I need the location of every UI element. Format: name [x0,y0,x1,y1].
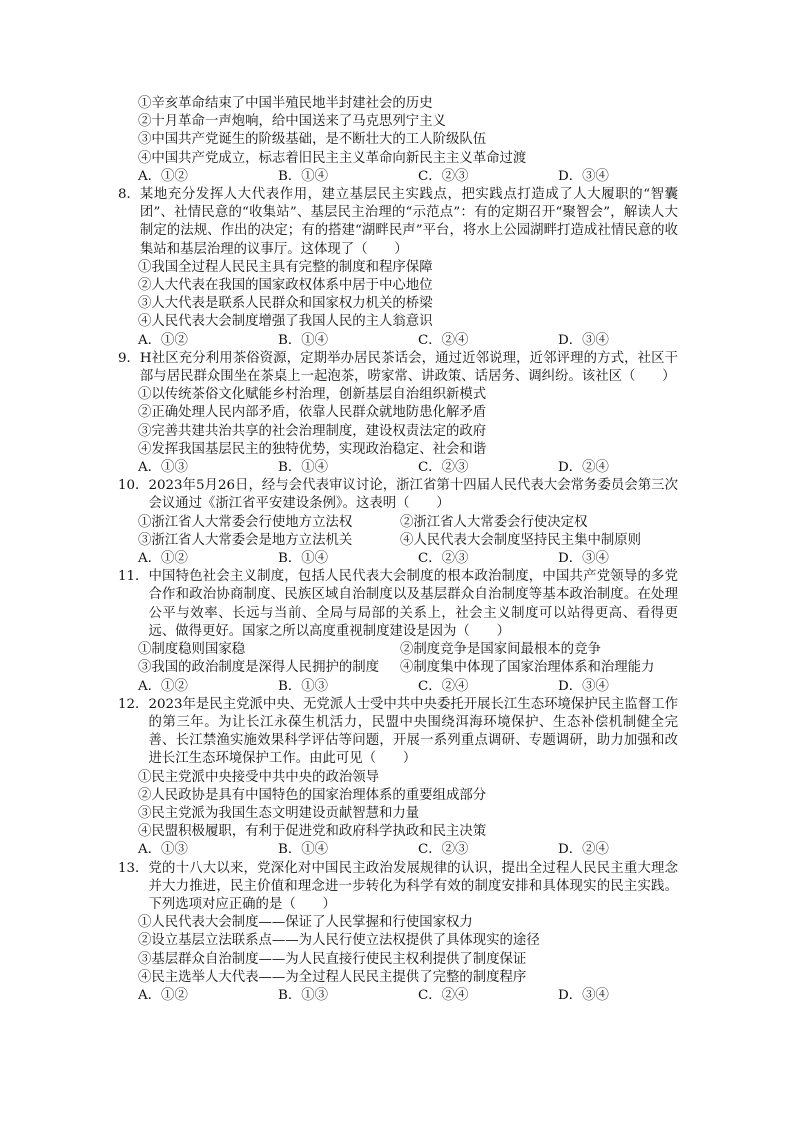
q11-option-3: ③我国的政治制度是深得人民拥护的制度 [138,660,380,676]
q9-option-1: ①以传统茶俗文化赋能乡村治理，创新基层自治组织新模式 [138,387,487,403]
q10-choices [118,550,678,568]
q12-choice-d[interactable]: D．②④ [558,842,609,858]
q11-options-row-2 [118,659,678,677]
q13-number: 13． [118,860,149,876]
q11-option-2: ②制度竞争是国家间最根本的竞争 [400,642,601,658]
q12-stem [118,696,678,769]
q10-options-row-2 [118,532,678,550]
q7-option-2: ②十月革命一声炮响，给中国送来了马克思列宁主义 [138,114,446,130]
q11-option-1: ①制度稳则国家稳 [138,642,246,658]
q8-choice-c[interactable]: C．②④ [418,332,469,348]
q12-number: 12． [118,696,149,712]
question-8 [118,186,678,350]
q10-choice-b[interactable]: B．①④ [278,551,329,567]
q12-option-3: ③民主党派为我国生态文明建设贡献智慧和力量 [138,805,420,821]
q13-option-4: ④民主选举人大代表——为全过程人民民主提供了完整的制度程序 [138,969,527,985]
q12-option-1: ①民主党派中央接受中共中央的政治领导 [138,769,380,785]
q10-choice-c[interactable]: C．②③ [418,551,469,567]
q12-text: 2023年是民主党派中央、无党派人士受中共中央委托开展长江生态环境保护民主监督工作的第三年。为让长江永葆生机活力，民盟中央围绕洱海环境保护、生态补偿机制健全完善、长江禁渔实施效果科学评估等问题，开展一系列重点调研、专题调研，助力加强和改进长江生态环境保护工作。由此可见（ ） [148,696,678,767]
q11-choices [118,678,678,696]
q11-choice-c[interactable]: C．②④ [418,678,469,694]
question-12 [118,696,678,860]
q8-choice-b[interactable]: B．①④ [278,332,329,348]
q7-choice-a[interactable]: A．①② [138,168,188,184]
q10-choice-d[interactable]: D．③④ [558,551,609,567]
q13-choice-c[interactable]: C．②④ [418,987,469,1003]
q9-number: 9． [118,350,140,366]
q9-option-4: ④发挥我国基层民主的独特优势，实现政治稳定、社会和谐 [138,441,487,457]
q9-text: H社区充分利用茶俗资源，定期举办居民茶话会，通过近邻说理，近邻评理的方式，社区干部与居民群众围坐在茶桌上一起泡茶，唠家常、讲政策、话居务、调纠纷。该社区（ ） [139,350,678,385]
question-7 [118,95,678,186]
q11-choice-d[interactable]: D．③④ [558,678,609,694]
question-10 [118,477,678,568]
q13-option-3: ③基层群众自治制度——为人民直接行使民主权利提供了制度保证 [138,951,527,967]
q9-choice-d[interactable]: D．②④ [558,460,609,476]
q10-choice-a[interactable]: A．①② [138,551,188,567]
q12-choice-b[interactable]: B．①④ [278,842,329,858]
q9-option-2: ②正确处理人民内部矛盾，依靠人民群众就地防患化解矛盾 [138,405,487,421]
q10-text: 2023年5月26日，经与会代表审议讨论，浙江省第十四届人民代表大会常务委员会第三次会议通过《浙江省平安建设条例》。这表明（ ） [148,478,678,512]
q8-choice-d[interactable]: D．③④ [558,332,609,348]
q13-choice-a[interactable]: A．①② [138,987,188,1003]
q9-choice-b[interactable]: B．①④ [278,460,329,476]
q12-option-2: ②人民政协是具有中国特色的国家治理体系的重要组成部分 [138,787,487,803]
q7-option-3: ③中国共产党诞生的阶级基础，是不断壮大的工人阶级队伍 [138,132,487,148]
q12-choices [118,841,678,859]
q8-text: 某地充分发挥人大代表作用，建立基层民主实践点，把实践点打造成了人大履职的“智囊团”、社情民意的“收集站”、基层民主治理的“示范点”：有的定期召开“聚智会”，解读人大制定的法规、作出的决定；有的搭建“湖畔民声”平台，将水上公园湖畔打造成社情民意的收集站和基层治理的议事厅。这体现了（ ） [139,187,678,257]
q12-option-4: ④民盟积极履职，有利于促进党和政府科学执政和民主决策 [138,824,487,840]
q13-option-1: ①人民代表大会制度——保证了人民掌握和行使国家权力 [138,915,473,931]
q7-choice-b[interactable]: B．①④ [278,168,329,184]
q7-choice-c[interactable]: C．②③ [418,168,469,184]
q8-choice-a[interactable]: A．①② [138,332,188,348]
q9-choices [118,459,678,477]
q8-stem [118,186,678,259]
q10-stem [118,477,678,513]
q10-option-2: ②浙江省人大常委会行使决定权 [400,514,588,530]
q11-stem [118,568,678,641]
q10-option-3: ③浙江省人大常委会是地方立法机关 [138,532,353,548]
q11-options-row-1 [118,641,678,659]
q10-option-1: ①浙江省人大常委会行使地方立法权 [138,514,353,530]
q7-choice-d[interactable]: D．③④ [558,168,609,184]
q9-choice-a[interactable]: A．①③ [138,460,188,476]
q9-option-3: ③完善共建共治共享的社会治理制度，建设权责法定的政府 [138,423,487,439]
q8-option-3: ③人大代表是联系人民群众和国家权力机关的桥梁 [138,296,433,312]
q8-option-4: ④人民代表大会制度增强了我国人民的主人翁意识 [138,314,433,330]
q10-option-4: ④人民代表大会制度坚持民主集中制原则 [400,532,642,548]
q9-choice-c[interactable]: C．②③ [418,460,469,476]
q10-options-row-1 [118,514,678,532]
q13-choice-b[interactable]: B．①③ [278,987,329,1003]
q8-number: 8． [118,187,140,203]
q7-option-1: ①辛亥革命结束了中国半殖民地半封建社会的历史 [138,96,433,111]
question-13 [118,860,678,1006]
q10-number: 10． [118,478,149,494]
question-11 [118,568,678,695]
q11-choice-b[interactable]: B．①③ [278,678,329,694]
q13-stem [118,860,678,915]
question-9 [118,350,678,477]
q11-number: 11． [118,569,149,585]
q13-text: 党的十八大以来，党深化对中国民主政治发展规律的认识，提出全过程人民民主重大理念并大力推进，民主价值和理念进一步转化为科学有效的制度安排和具体现实的民主实践。下列选项对应正确的是（ ） [148,860,678,912]
q7-option-4: ④中国共产党成立，标志着旧民主主义革命向新民主主义革命过渡 [138,150,527,166]
q8-option-1: ①我国全过程人民民主具有完整的制度和程序保障 [138,259,433,275]
q11-choice-a[interactable]: A．①② [138,678,188,694]
q9-stem [118,350,678,386]
q13-option-2: ②设立基层立法联系点——为人民行使立法权提供了具体现实的途径 [138,933,540,949]
q11-option-4: ④制度集中体现了国家治理体系和治理能力 [400,660,655,676]
q8-option-2: ②人大代表在我国的国家政权体系中居于中心地位 [138,278,433,294]
q13-choices [118,987,678,1005]
q13-choice-d[interactable]: D．③④ [558,987,609,1003]
q12-choice-c[interactable]: C．②③ [418,842,469,858]
q12-choice-a[interactable]: A．①③ [138,842,188,858]
q8-choices [118,332,678,350]
q7-choices [118,168,678,186]
q11-text: 中国特色社会主义制度，包括人民代表大会制度的根本政治制度，中国共产党领导的多党合作和政治协商制度、民族区域自治制度以及基层群众自治制度等基本政治制度。在处理公平与效率、长远与当前、全局与局部的关系上，社会主义制度可以站得更高、看得更远、做得更好。国家之所以高度重视制度建设是因为（ ） [148,569,678,639]
question-list [118,95,678,1005]
